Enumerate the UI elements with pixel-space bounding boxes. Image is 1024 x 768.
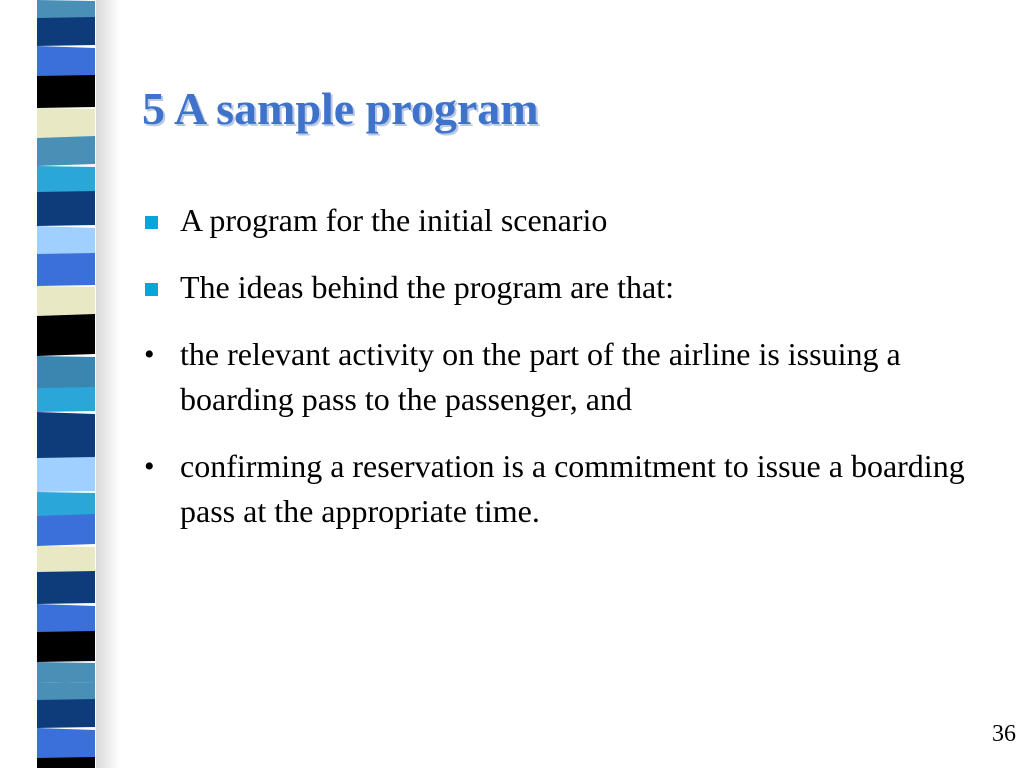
band-stripe	[37, 166, 95, 193]
band-stripe	[37, 604, 95, 634]
bullet-item	[140, 265, 1000, 310]
bullet-text: confirming a reservation is a commitment to issue a boarding pass at the appropriate time.	[180, 448, 965, 529]
bullet-list	[140, 198, 1000, 556]
band-stripe	[37, 226, 95, 256]
band-stripe	[37, 191, 95, 226]
slide-title: 5 A sample program	[142, 83, 539, 134]
band-stripe	[37, 492, 95, 517]
band-stripe	[37, 699, 95, 728]
band-stripe	[37, 682, 95, 701]
band-stripe	[37, 757, 95, 768]
band-shadow	[96, 0, 120, 768]
dot-bullet-icon: •	[144, 338, 155, 371]
band-stripe	[37, 75, 95, 108]
square-bullet-icon	[145, 283, 158, 296]
bullet-item	[140, 198, 1000, 243]
band-stripe	[37, 136, 95, 166]
band-stripe	[37, 662, 95, 683]
band-stripe	[37, 514, 95, 546]
bullet-item	[140, 332, 1000, 422]
band-stripe	[37, 387, 95, 412]
square-bullet-icon	[145, 216, 158, 229]
band-stripe	[37, 46, 95, 78]
decorative-striped-band	[35, 0, 97, 768]
bullet-text: The ideas behind the program are that:	[180, 269, 675, 305]
band-stripe	[37, 17, 95, 46]
page-number: 36	[992, 721, 1016, 747]
band-stripe	[37, 253, 95, 286]
band-stripe	[37, 108, 95, 139]
band-stripe	[37, 314, 95, 356]
band-stripe	[37, 356, 95, 389]
bullet-text: A program for the initial scenario	[180, 202, 608, 238]
bullet-text: the relevant activity on the part of the airline is issuing a boarding pass to the passenger, and	[180, 336, 901, 417]
bullet-item	[140, 444, 1000, 534]
band-stripe	[37, 0, 95, 19]
band-stripe	[37, 286, 95, 317]
band-stripe	[37, 546, 95, 573]
band-stripe	[37, 631, 95, 662]
band-stripe	[37, 571, 95, 604]
band-stripe	[37, 412, 95, 460]
band-stripe	[37, 457, 95, 492]
band-stripe	[37, 728, 95, 760]
dot-bullet-icon: •	[144, 450, 155, 483]
